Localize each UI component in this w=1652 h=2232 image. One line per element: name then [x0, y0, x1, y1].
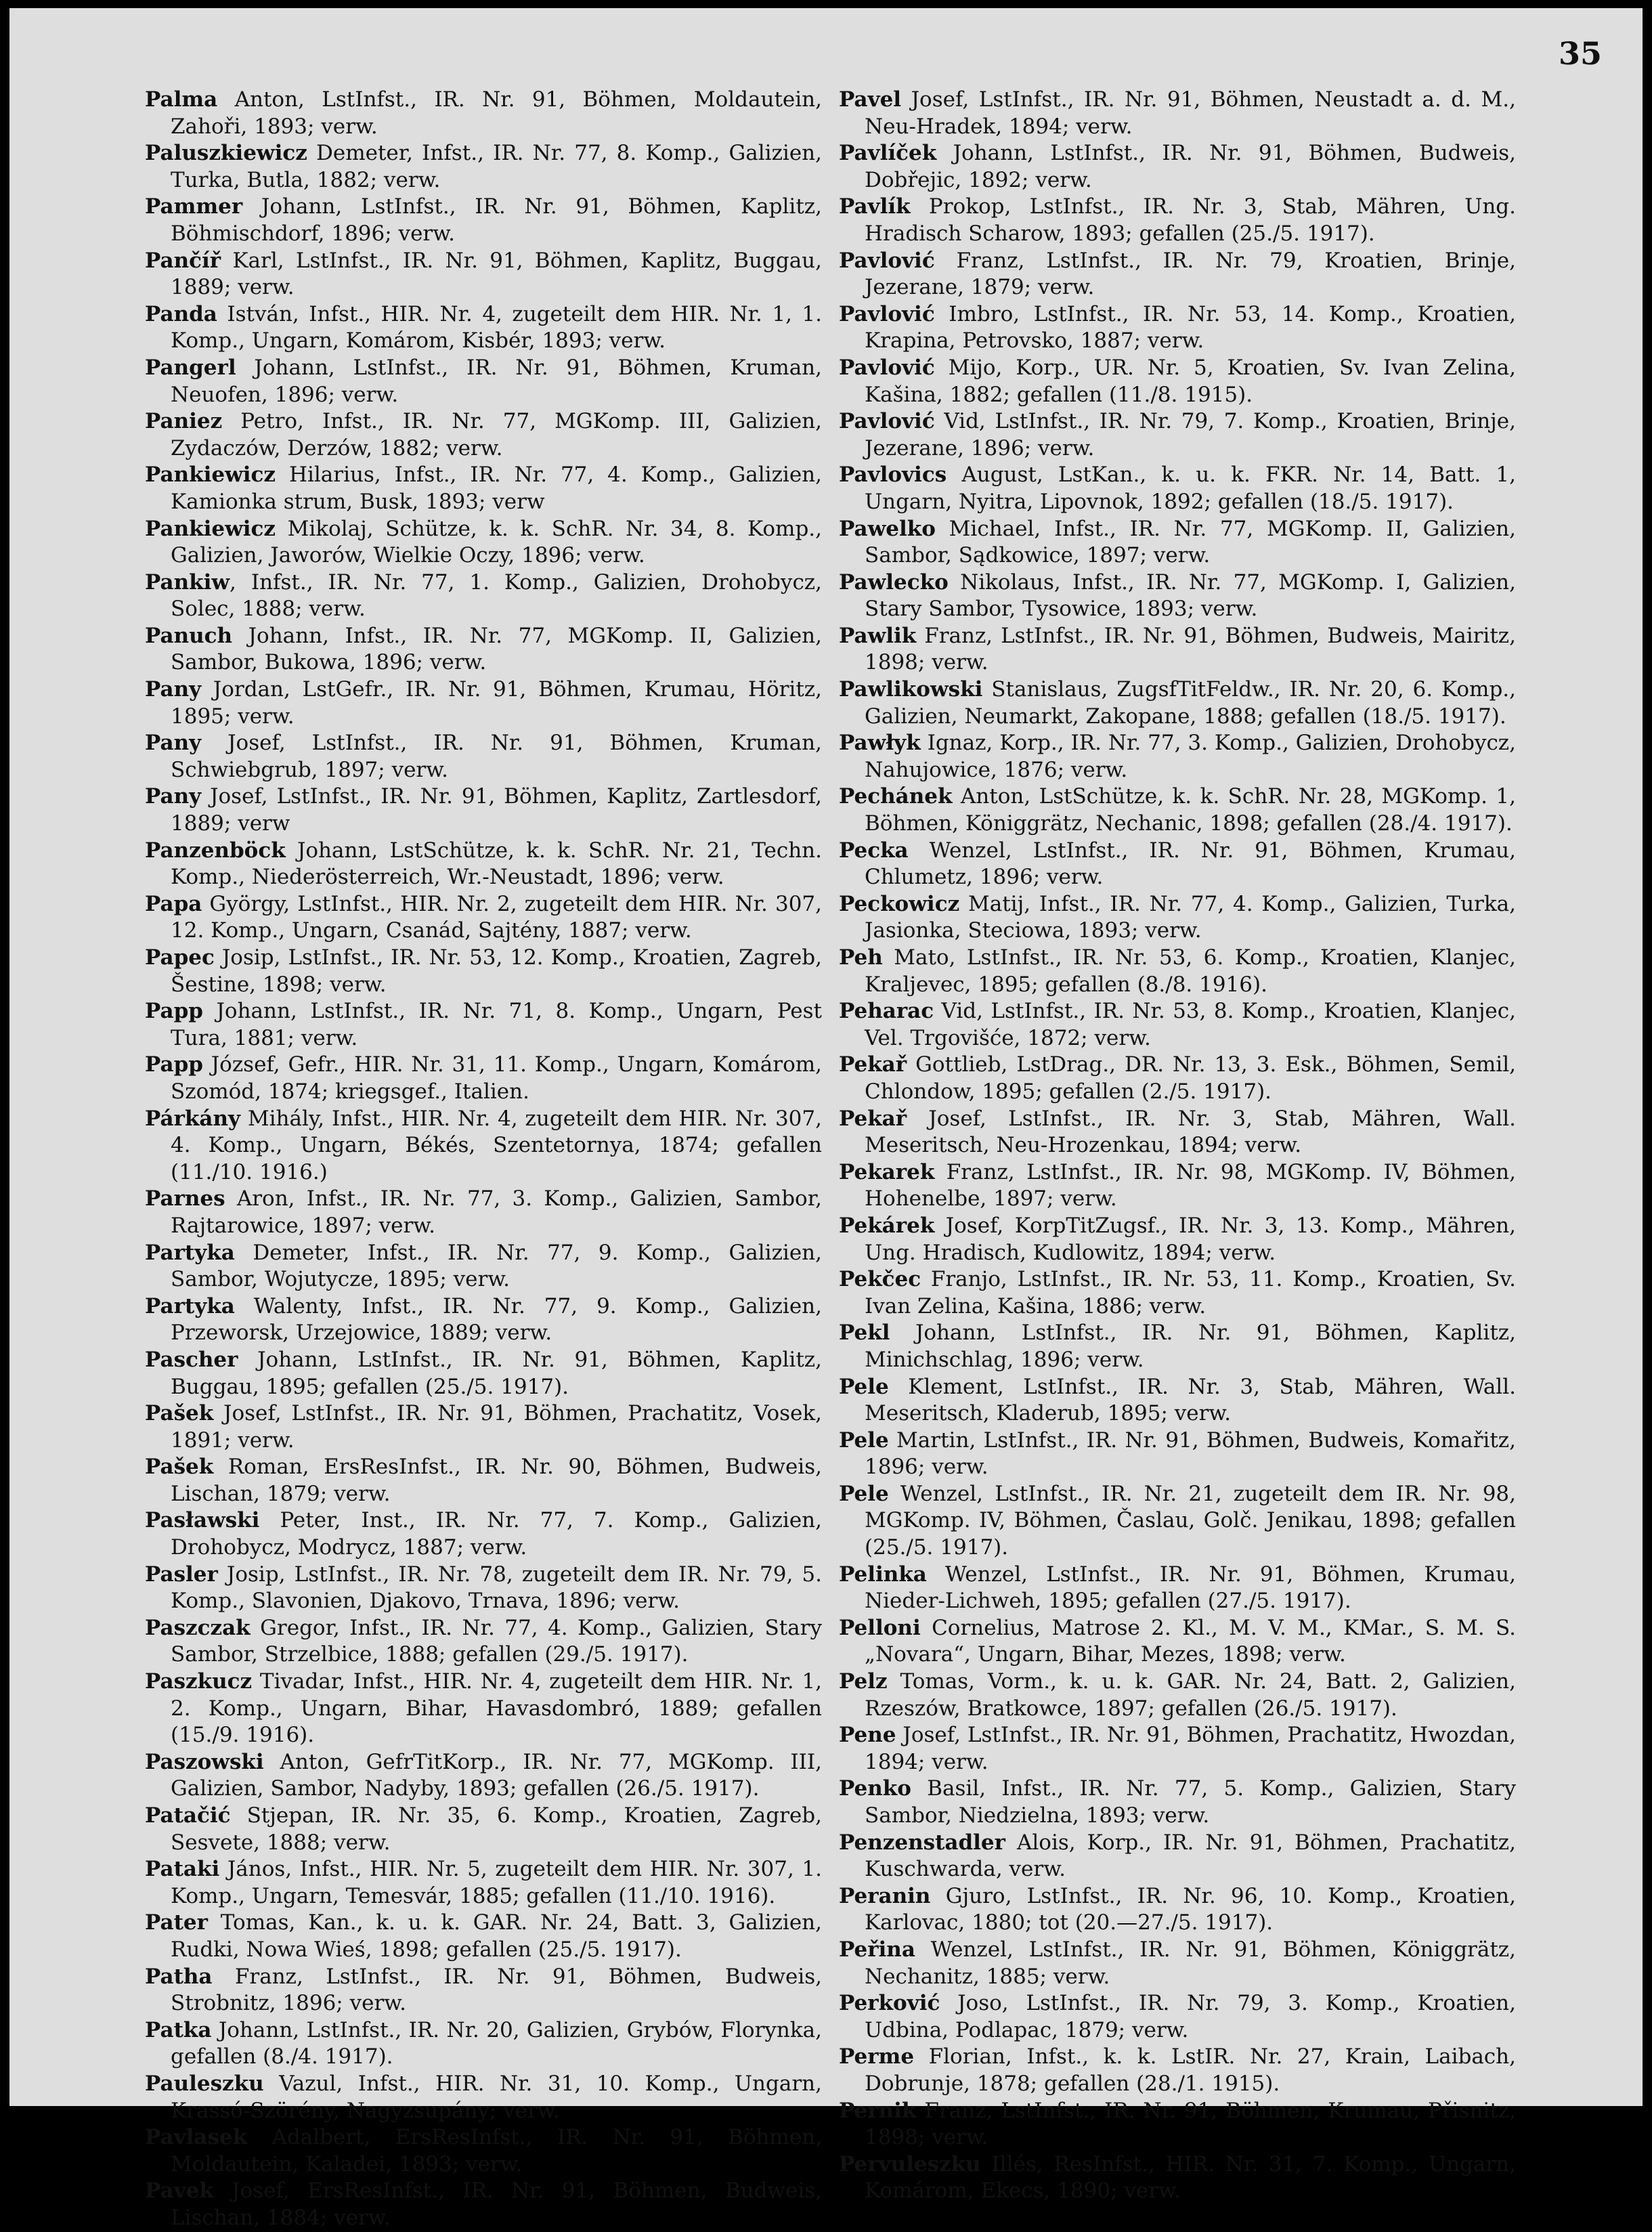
- list-item: [145, 1910, 822, 1963]
- entry-surname: Pernik: [839, 2098, 917, 2123]
- list-item: [145, 838, 822, 891]
- list-item: [839, 730, 1516, 784]
- entry-surname: Partyka: [145, 1240, 235, 1265]
- entry-surname: Papp: [145, 999, 203, 1024]
- list-item: [145, 1749, 822, 1803]
- entry-surname: Pekař: [839, 1052, 907, 1077]
- list-item: [145, 248, 822, 301]
- entry-details: Roman, ErsResInfst., IR. Nr. 90, Böhmen, Budweis, Lischan, 1879; verw.: [171, 1455, 822, 1506]
- entry-details: Anton, LstSchütze, k. k. SchR. Nr. 28, MGKomp. 1, Böhmen, Königgrätz, Nechanic, 1898; gefallen (28./4. 1917).: [865, 784, 1516, 836]
- entry-details: Josef, ErsResInfst., IR. Nr. 91, Böhmen, Budweis, Lischan, 1884; verw.: [171, 2179, 822, 2230]
- entry-surname: Pany: [145, 731, 202, 756]
- entry-surname: Pašek: [145, 1455, 214, 1480]
- list-item: [839, 1722, 1516, 1776]
- list-item: [839, 2151, 1516, 2205]
- entry-details: Johann, LstInfst., IR. Nr. 91, Böhmen, Kaplitz, Minichschlag, 1896; verw.: [865, 1321, 1516, 1372]
- list-item: [145, 87, 822, 140]
- entry-details: Imbro, LstInfst., IR. Nr. 53, 14. Komp., Kroatien, Krapina, Petrovsko, 1887; verw.: [865, 301, 1516, 353]
- right-column: [839, 87, 1516, 2205]
- entry-surname: Pankiw: [145, 570, 230, 595]
- entry-details: Johann, LstInfst., IR. Nr. 91, Böhmen, Kaplitz, Buggau, 1895; gefallen (25./5. 1917).: [171, 1347, 822, 1399]
- entry-surname: Pavlović: [839, 301, 935, 326]
- list-item: [839, 1428, 1516, 1481]
- list-item: [145, 1052, 822, 1105]
- entry-surname: Pavek: [145, 2179, 214, 2204]
- entry-details: Nikolaus, Infst., IR. Nr. 77, MGKomp. I, Galizien, Stary Sambor, Tysowice, 1893; verw.: [865, 570, 1516, 622]
- list-item: [839, 1213, 1516, 1266]
- entry-details: Franz, LstInfst., IR. Nr. 91, Böhmen, Budweis, Mairitz, 1898; verw.: [865, 623, 1516, 675]
- entry-surname: Párkány: [145, 1106, 241, 1131]
- list-item: [145, 301, 822, 355]
- entry-details: Johann, Infst., IR. Nr. 77, MGKomp. II, Galizien, Sambor, Bukowa, 1896; verw.: [171, 623, 822, 675]
- entry-surname: Pasler: [145, 1562, 218, 1587]
- list-item: [145, 140, 822, 194]
- entry-surname: Pangerl: [145, 355, 236, 380]
- list-item: [145, 677, 822, 730]
- entry-surname: Penko: [839, 1776, 911, 1801]
- list-item: [839, 677, 1516, 730]
- entry-surname: Panzenböck: [145, 838, 286, 863]
- entry-details: Vazul, Infst., HIR. Nr. 31, 10. Komp., Ungarn, Krassó-Szörény, Nagyzsupány; verw.: [171, 2071, 822, 2123]
- entry-surname: Panda: [145, 301, 217, 326]
- list-item: [839, 462, 1516, 515]
- entry-surname: Pawelko: [839, 516, 936, 541]
- entry-details: Johann, LstInfst., IR. Nr. 71, 8. Komp., Ungarn, Pest Tura, 1881; verw.: [171, 999, 822, 1050]
- entry-details: Gregor, Infst., IR. Nr. 77, 4. Komp., Galizien, Stary Sambor, Strzelbice, 1888; gefallen (29./5. 1917).: [171, 1615, 822, 1667]
- entry-details: Franjo, LstInfst., IR. Nr. 53, 11. Komp., Kroatien, Sv. Ivan Zelina, Kašina, 1886; verw.: [865, 1267, 1516, 1318]
- list-item: [839, 516, 1516, 570]
- entry-surname: Pawlikowski: [839, 677, 983, 702]
- list-item: [145, 730, 822, 784]
- entry-details: György, LstInfst., HIR. Nr. 2, zugeteilt dem HIR. Nr. 307, 12. Komp., Ungarn, Csanád, Sajtény, 1887; verw.: [171, 891, 822, 943]
- entry-surname: Pecka: [839, 838, 909, 863]
- entry-surname: Peřina: [839, 1937, 915, 1962]
- entry-surname: Pele: [839, 1374, 889, 1399]
- list-item: [145, 945, 822, 998]
- list-item: [839, 1320, 1516, 1373]
- entry-details: Aron, Infst., IR. Nr. 77, 3. Komp., Galizien, Sambor, Rajtarowice, 1897; verw.: [171, 1186, 822, 1238]
- entry-surname: Peh: [839, 945, 883, 970]
- list-item: [839, 891, 1516, 945]
- entry-details: Gottlieb, LstDrag., DR. Nr. 13, 3. Esk., Böhmen, Semil, Chlondow, 1895; gefallen (2./5. 1917).: [865, 1052, 1516, 1104]
- entry-details: János, Infst., HIR. Nr. 5, zugeteilt dem HIR. Nr. 307, 1. Komp., Ungarn, Temesvár, 1885; gefallen (11./10. 1916).: [171, 1857, 822, 1908]
- entry-details: Johann, LstInfst., IR. Nr. 91, Böhmen, Kaplitz, Böhmischdorf, 1896; verw.: [171, 194, 822, 246]
- entry-details: Johann, LstInfst., IR. Nr. 91, Böhmen, Kruman, Neuofen, 1896; verw.: [171, 355, 822, 407]
- entry-surname: Peranin: [839, 1883, 931, 1908]
- entry-details: Petro, Infst., IR. Nr. 77, MGKomp. III, Galizien, Zydaczów, Derzów, 1882; verw.: [171, 409, 822, 460]
- list-item: [839, 570, 1516, 623]
- entry-details: Gjuro, LstInfst., IR. Nr. 96, 10. Komp., Kroatien, Karlovac, 1880; tot (20.—27./5. 1917).: [865, 1883, 1516, 1935]
- entry-surname: Penzenstadler: [839, 1830, 1005, 1855]
- list-item: [839, 1266, 1516, 1320]
- entry-details: István, Infst., HIR. Nr. 4, zugeteilt dem HIR. Nr. 1, 1. Komp., Ungarn, Komárom, Kisbér, 1893; verw.: [171, 301, 822, 353]
- list-item: [839, 998, 1516, 1052]
- entry-surname: Paluszkiewicz: [145, 141, 307, 166]
- list-item: [839, 194, 1516, 247]
- entry-details: Franz, LstInfst., IR. Nr. 79, Kroatien, Brinje, Jezerane, 1879; verw.: [865, 248, 1516, 300]
- entry-details: Anton, GefrTitKorp., IR. Nr. 77, MGKomp. III, Galizien, Sambor, Nadyby, 1893; gefallen (26./5. 1917).: [171, 1749, 822, 1801]
- entry-surname: Pauleszku: [145, 2071, 264, 2096]
- entry-surname: Papp: [145, 1052, 203, 1077]
- entry-details: Prokop, LstInfst., IR. Nr. 3, Stab, Mähren, Ung. Hradisch Scharow, 1893; gefallen (25./5. 1917).: [865, 194, 1516, 246]
- list-item: [145, 570, 822, 623]
- list-item: [145, 355, 822, 408]
- list-item: [839, 945, 1516, 998]
- entry-surname: Peharac: [839, 999, 934, 1024]
- entry-surname: Pataki: [145, 1857, 220, 1882]
- list-item: [839, 2044, 1516, 2097]
- entry-surname: Papa: [145, 891, 202, 916]
- entry-surname: Palma: [145, 87, 218, 112]
- entry-surname: Pany: [145, 784, 202, 809]
- entry-details: Josef, LstInfst., IR. Nr. 3, Stab, Mähren, Wall. Meseritsch, Neu-Hrozenkau, 1894; verw.: [865, 1106, 1516, 1158]
- list-item: [145, 1106, 822, 1186]
- list-item: [839, 1615, 1516, 1669]
- entry-details: Michael, Infst., IR. Nr. 77, MGKomp. II, Galizien, Sambor, Sądkowice, 1897; verw.: [865, 516, 1516, 568]
- entry-details: Florian, Infst., k. k. LstIR. Nr. 27, Krain, Laibach, Dobrunje, 1878; gefallen (28./1. 1915).: [865, 2044, 1516, 2096]
- entry-surname: Peckowicz: [839, 891, 960, 916]
- entry-surname: Pavlović: [839, 409, 935, 434]
- entry-surname: Pavlović: [839, 248, 935, 273]
- list-item: [839, 87, 1516, 140]
- entry-details: Mikolaj, Schütze, k. k. SchR. Nr. 34, 8. Komp., Galizien, Jaworów, Wielkie Oczy, 1896; verw.: [171, 516, 822, 568]
- list-item: [839, 1669, 1516, 1722]
- entry-details: Josip, LstInfst., IR. Nr. 78, zugeteilt dem IR. Nr. 79, 5. Komp., Slavonien, Djakovo, Trnava, 1896; verw.: [171, 1562, 822, 1614]
- list-item: [145, 1803, 822, 1856]
- entry-details: , Infst., IR. Nr. 77, 1. Komp., Galizien, Drohobycz, Solec, 1888; verw.: [171, 570, 822, 622]
- entry-surname: Pankiewicz: [145, 463, 276, 488]
- entry-surname: Pelinka: [839, 1562, 927, 1587]
- entry-surname: Pekárek: [839, 1213, 935, 1238]
- entry-details: Wenzel, LstInfst., IR. Nr. 91, Böhmen, Krumau, Chlumetz, 1896; verw.: [865, 838, 1516, 890]
- entry-details: Illés, ResInfst., HIR. Nr. 31, 7. Komp., Ungarn, Komárom, Ekecs, 1890; verw.: [865, 2151, 1516, 2204]
- list-item: [839, 1990, 1516, 2044]
- entry-details: Hilarius, Infst., IR. Nr. 77, 4. Komp., Galizien, Kamionka strum, Busk, 1893; verw: [171, 463, 822, 514]
- entry-details: Vid, LstInfst., IR. Nr. 79, 7. Komp., Kroatien, Brinje, Jezerane, 1896; verw.: [865, 409, 1516, 460]
- entry-surname: Pavlović: [839, 355, 935, 380]
- entry-details: Basil, Infst., IR. Nr. 77, 5. Komp., Galizien, Stary Sambor, Niedzielna, 1893; verw.: [865, 1776, 1516, 1828]
- entry-surname: Panuch: [145, 623, 233, 648]
- entry-surname: Pany: [145, 677, 202, 702]
- entry-details: Johann, LstInfst., IR. Nr. 20, Galizien, Grybów, Florynka, gefallen (8./4. 1917).: [171, 2017, 822, 2069]
- entry-surname: Pašek: [145, 1401, 214, 1426]
- list-item: [839, 1776, 1516, 1829]
- list-item: [839, 248, 1516, 301]
- entry-surname: Partyka: [145, 1293, 235, 1318]
- entry-details: Tomas, Kan., k. u. k. GAR. Nr. 24, Batt. 3, Galizien, Rudki, Nowa Wieś, 1898; gefallen (25./5. 1917).: [171, 1910, 822, 1962]
- entry-details: József, Gefr., HIR. Nr. 31, 11. Komp., Ungarn, Komárom, Szomód, 1874; kriegsgef., Italien.: [171, 1052, 822, 1104]
- entry-details: Jordan, LstGefr., IR. Nr. 91, Böhmen, Krumau, Höritz, 1895; verw.: [171, 677, 822, 729]
- list-item: [839, 1159, 1516, 1213]
- list-item: [839, 301, 1516, 355]
- entry-details: Johann, LstSchütze, k. k. SchR. Nr. 21, Techn. Komp., Niederösterreich, Wr.-Neustadt, 1896; verw.: [171, 838, 822, 890]
- paper-sheet: [9, 8, 1643, 2230]
- list-item: [145, 623, 822, 677]
- list-item: [145, 1615, 822, 1669]
- list-item: [839, 1374, 1516, 1428]
- entry-details: Josef, LstInfst., IR. Nr. 91, Böhmen, Kruman, Schwiebgrub, 1897; verw.: [171, 731, 822, 782]
- entry-surname: Pavlíček: [839, 141, 937, 166]
- list-item: [145, 1400, 822, 1454]
- list-item: [839, 140, 1516, 194]
- entry-details: Demeter, Infst., IR. Nr. 77, 9. Komp., Galizien, Sambor, Wojutycze, 1895; verw.: [171, 1240, 822, 1292]
- entry-details: Josef, LstInfst., IR. Nr. 91, Böhmen, Neustadt a. d. M., Neu-Hradek, 1894; verw.: [865, 87, 1516, 139]
- page-number: 35: [1558, 35, 1602, 72]
- entry-details: Joso, LstInfst., IR. Nr. 79, 3. Komp., Kroatien, Udbina, Podlapac, 1879; verw.: [865, 1991, 1516, 2042]
- entry-surname: Pele: [839, 1481, 889, 1506]
- entry-surname: Pelloni: [839, 1615, 921, 1640]
- entry-surname: Parnes: [145, 1186, 225, 1211]
- entry-surname: Pavel: [839, 87, 902, 112]
- list-item: [839, 784, 1516, 837]
- list-item: [839, 1937, 1516, 1990]
- list-item: [839, 1830, 1516, 1883]
- list-item: [145, 1186, 822, 1239]
- list-item: [145, 998, 822, 1052]
- entry-details: Cornelius, Matrose 2. Kl., M. V. M., KMar., S. M. S. „Novara“, Ungarn, Bihar, Mezes, 1898; verw.: [865, 1615, 1516, 1667]
- entry-details: Matij, Infst., IR. Nr. 77, 4. Komp., Galizien, Turka, Jasionka, Steciowa, 1893; verw.: [865, 891, 1516, 943]
- list-item: [145, 408, 822, 462]
- entry-details: Wenzel, LstInfst., IR. Nr. 91, Böhmen, Königgrätz, Nechanitz, 1885; verw.: [865, 1937, 1516, 1989]
- entry-surname: Pene: [839, 1723, 896, 1748]
- entry-surname: Pavlík: [839, 194, 911, 219]
- list-item: [839, 838, 1516, 891]
- list-item: [839, 1883, 1516, 1937]
- entry-details: Josef, LstInfst., IR. Nr. 91, Böhmen, Prachatitz, Hwozdan, 1894; verw.: [865, 1723, 1516, 1774]
- list-item: [839, 2098, 1516, 2151]
- entry-surname: Patha: [145, 1964, 213, 1989]
- list-item: [145, 784, 822, 837]
- entry-surname: Paszowski: [145, 1749, 264, 1774]
- entry-surname: Paniez: [145, 409, 223, 434]
- entry-details: Karl, LstInfst., IR. Nr. 91, Böhmen, Kaplitz, Buggau, 1889; verw.: [171, 248, 822, 300]
- entry-details: Adalbert, ErsResInfst., IR. Nr. 91, Böhmen, Moldautein, Kaladei, 1893; verw.: [171, 2125, 822, 2176]
- list-item: [839, 623, 1516, 677]
- entry-surname: Pawłyk: [839, 731, 921, 756]
- entry-details: Josip, LstInfst., IR. Nr. 53, 12. Komp., Kroatien, Zagreb, Šestine, 1898; verw.: [171, 945, 822, 997]
- entry-details: Walenty, Infst., IR. Nr. 77, 9. Komp., Galizien, Przeworsk, Urzejowice, 1889; verw.: [171, 1293, 822, 1346]
- entry-details: Franz, LstInfst., IR. Nr. 98, MGKomp. IV, Böhmen, Hohenelbe, 1897; verw.: [865, 1159, 1516, 1211]
- entry-surname: Pančíř: [145, 248, 221, 273]
- list-item: [145, 194, 822, 247]
- entry-surname: Pelz: [839, 1669, 888, 1694]
- entry-surname: Pekčec: [839, 1267, 921, 1292]
- entry-surname: Perme: [839, 2044, 915, 2069]
- list-item: [145, 1507, 822, 1561]
- list-item: [145, 1964, 822, 2017]
- entry-surname: Paszkucz: [145, 1669, 253, 1694]
- list-item: [839, 408, 1516, 462]
- list-item: [839, 1562, 1516, 1615]
- list-item: [145, 1856, 822, 1910]
- entry-details: Franz, LstInfst., IR. Nr. 91, Böhmen, Budweis, Strobnitz, 1896; verw.: [171, 1964, 822, 2016]
- list-item: [839, 355, 1516, 408]
- list-item: [145, 516, 822, 570]
- entry-surname: Pascher: [145, 1347, 238, 1372]
- list-item: [145, 2124, 822, 2178]
- entry-details: Vid, LstInfst., IR. Nr. 53, 8. Komp., Kroatien, Klanjec, Vel. Trgovišće, 1872; verw.: [865, 999, 1516, 1050]
- list-item: [145, 891, 822, 945]
- entry-details: Mihály, Infst., HIR. Nr. 4, zugeteilt dem HIR. Nr. 307, 4. Komp., Ungarn, Békés, Szentetornya, 1874; gefallen (11./10. 1916.): [171, 1106, 822, 1184]
- entry-surname: Pavlovics: [839, 463, 947, 488]
- entry-surname: Pater: [145, 1910, 208, 1935]
- entry-surname: Papec: [145, 945, 215, 970]
- entry-details: Anton, LstInfst., IR. Nr. 91, Böhmen, Moldautein, Zahoři, 1893; verw.: [171, 87, 822, 139]
- entry-details: Stjepan, IR. Nr. 35, 6. Komp., Kroatien, Zagreb, Sesvete, 1888; verw.: [171, 1803, 822, 1855]
- entry-details: Tivadar, Infst., HIR. Nr. 4, zugeteilt dem HIR. Nr. 1, 2. Komp., Ungarn, Bihar, Havasdombró, 1889; gefallen (15./9. 1916).: [171, 1669, 822, 1748]
- entry-details: Franz, LstInfst., IR. Nr. 91, Böhmen, Krumau, Přisnitz, 1898; verw.: [865, 2098, 1516, 2150]
- list-item: [839, 1106, 1516, 1159]
- list-item: [145, 1293, 822, 1347]
- entry-surname: Pankiewicz: [145, 516, 276, 541]
- entry-details: Alois, Korp., IR. Nr. 91, Böhmen, Prachatitz, Kuschwarda, verw.: [865, 1830, 1516, 1882]
- entry-surname: Pammer: [145, 194, 243, 219]
- entry-details: Tomas, Vorm., k. u. k. GAR. Nr. 24, Batt. 2, Galizien, Rzeszów, Bratkowce, 1897; gefallen (26./5. 1917).: [865, 1669, 1516, 1721]
- entry-surname: Pekař: [839, 1106, 907, 1131]
- entry-details: Ignaz, Korp., IR. Nr. 77, 3. Komp., Galizien, Drohobycz, Nahujowice, 1876; verw.: [865, 731, 1516, 782]
- entry-surname: Pekl: [839, 1321, 890, 1346]
- entry-details: Wenzel, LstInfst., IR. Nr. 91, Böhmen, Krumau, Nieder-Lichweh, 1895; gefallen (27./5. 1917).: [865, 1562, 1516, 1614]
- entry-surname: Pekarek: [839, 1159, 935, 1184]
- list-item: [145, 1347, 822, 1400]
- list-item: [839, 1481, 1516, 1562]
- list-item: [145, 1562, 822, 1615]
- list-item: [145, 462, 822, 515]
- entry-surname: Paszczak: [145, 1615, 251, 1640]
- left-column: [145, 87, 822, 2232]
- entry-surname: Pele: [839, 1428, 889, 1453]
- entry-surname: Perković: [839, 1991, 940, 2016]
- list-item: [145, 2178, 822, 2231]
- list-item: [145, 1669, 822, 1749]
- entry-surname: Pawlik: [839, 623, 917, 648]
- entry-details: Mijo, Korp., UR. Nr. 5, Kroatien, Sv. Ivan Zelina, Kašina, 1882; gefallen (11./8. 1915).: [865, 355, 1516, 407]
- entry-surname: Pawlecko: [839, 570, 949, 595]
- entry-details: Josef, KorpTitZugsf., IR. Nr. 3, 13. Komp., Mähren, Ung. Hradisch, Kudlowitz, 1894; verw.: [865, 1213, 1516, 1265]
- entry-details: Peter, Inst., IR. Nr. 77, 7. Komp., Galizien, Drohobycz, Modrycz, 1887; verw.: [171, 1508, 822, 1560]
- entry-details: Stanislaus, ZugsfTitFeldw., IR. Nr. 20, 6. Komp., Galizien, Neumarkt, Zakopane, 1888; gefallen (18./5. 1917).: [865, 677, 1516, 729]
- list-item: [145, 2017, 822, 2071]
- entry-surname: Patačić: [145, 1803, 231, 1828]
- entry-surname: Pavlasek: [145, 2125, 248, 2150]
- entry-surname: Patka: [145, 2017, 212, 2042]
- entry-details: Mato, LstInfst., IR. Nr. 53, 6. Komp., Kroatien, Klanjec, Kraljevec, 1895; gefallen (8./8. 1916).: [865, 945, 1516, 997]
- list-item: [145, 1454, 822, 1507]
- entry-surname: Pasławski: [145, 1508, 260, 1533]
- entry-details: Klement, LstInfst., IR. Nr. 3, Stab, Mähren, Wall. Meseritsch, Kladerub, 1895; verw.: [865, 1374, 1516, 1426]
- entry-details: Demeter, Infst., IR. Nr. 77, 8. Komp., Galizien, Turka, Butla, 1882; verw.: [171, 141, 822, 192]
- entry-details: Johann, LstInfst., IR. Nr. 91, Böhmen, Budweis, Dobřejic, 1892; verw.: [865, 141, 1516, 192]
- entry-details: Josef, LstInfst., IR. Nr. 91, Böhmen, Prachatitz, Vosek, 1891; verw.: [171, 1401, 822, 1453]
- entry-details: August, LstKan., k. u. k. FKR. Nr. 14, Batt. 1, Ungarn, Nyitra, Lipovnok, 1892; gefallen (18./5. 1917).: [865, 463, 1516, 514]
- list-item: [839, 1052, 1516, 1105]
- list-item: [145, 1240, 822, 1293]
- list-item: [145, 2071, 822, 2124]
- entry-surname: Pervuleszku: [839, 2151, 981, 2176]
- entry-details: Wenzel, LstInfst., IR. Nr. 21, zugeteilt dem IR. Nr. 98, MGKomp. IV, Böhmen, Časlau, Golč. Jenikau, 1898; gefallen (25./5. 1917).: [865, 1481, 1516, 1560]
- entry-details: Martin, LstInfst., IR. Nr. 91, Böhmen, Budweis, Komařitz, 1896; verw.: [865, 1428, 1516, 1480]
- entry-details: Josef, LstInfst., IR. Nr. 91, Böhmen, Kaplitz, Zartlesdorf, 1889; verw: [171, 784, 822, 836]
- entry-surname: Pechánek: [839, 784, 953, 809]
